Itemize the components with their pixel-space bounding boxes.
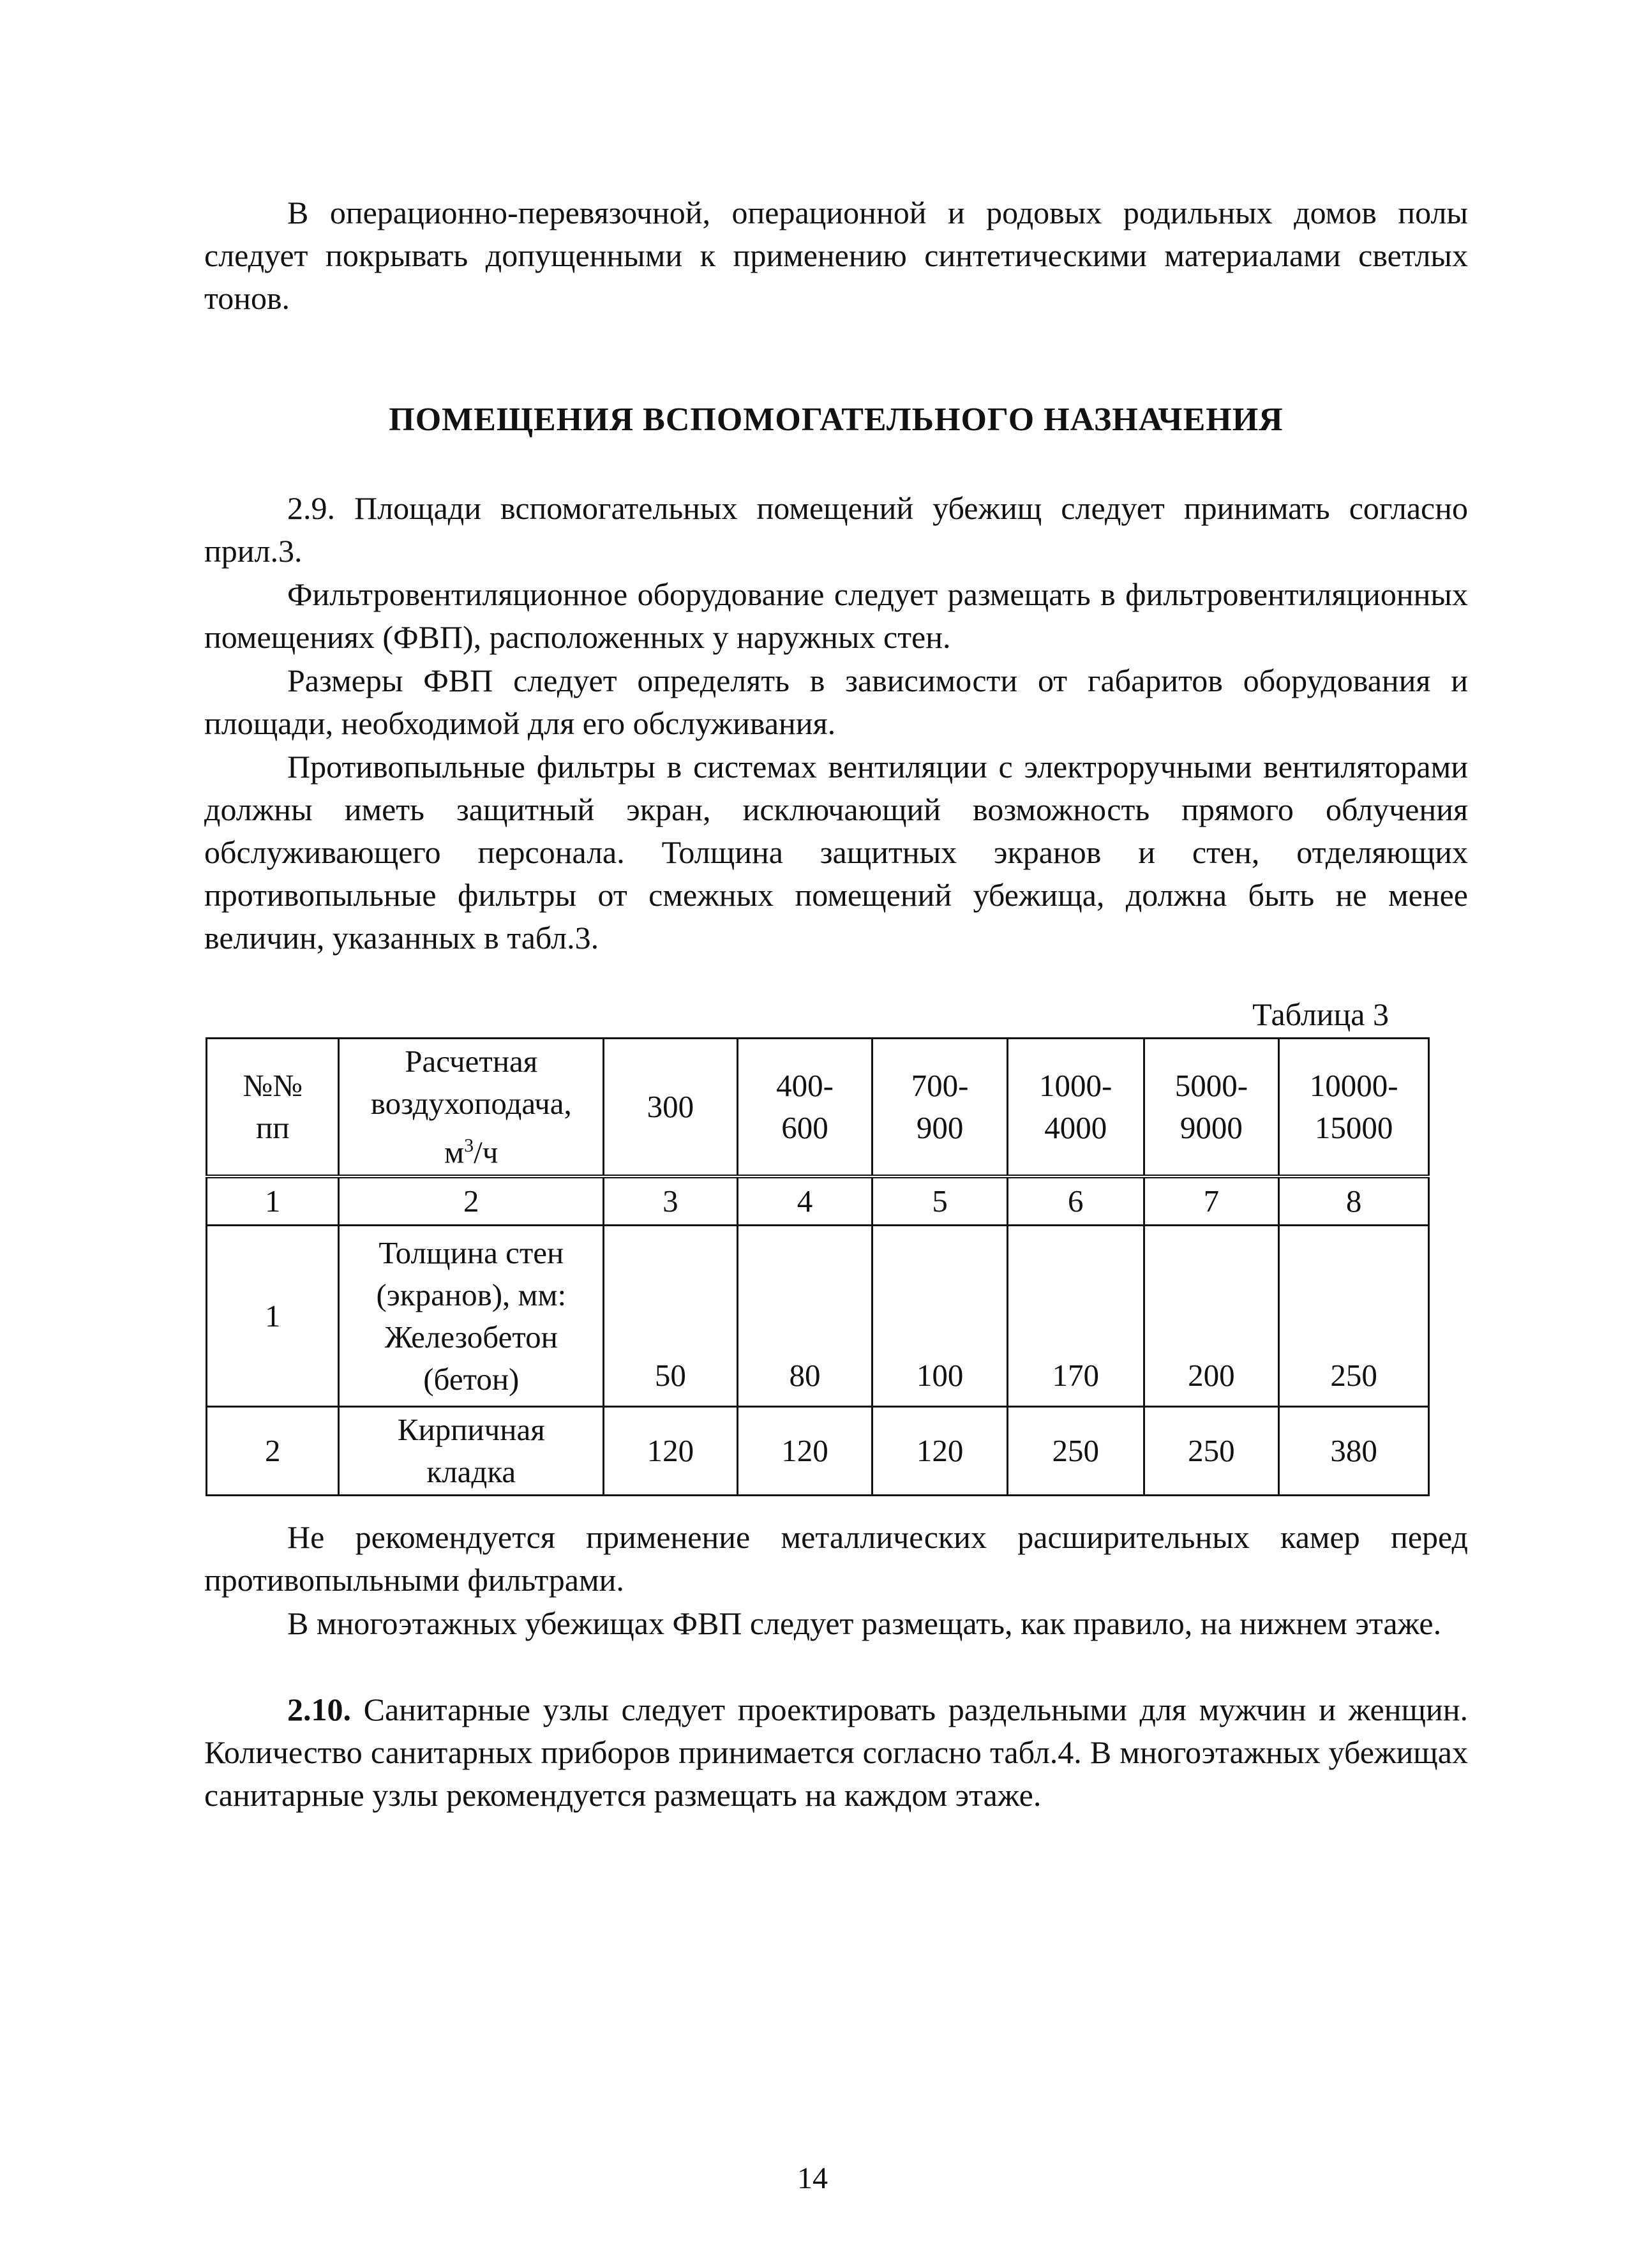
header-col-10000-15000 [1279, 1039, 1429, 1177]
paragraph-filters [204, 746, 1468, 959]
section-heading: ПОМЕЩЕНИЯ ВСПОМОГАТЕЛЬНОГО НАЗНАЧЕНИЯ [389, 402, 1284, 438]
table-cell: 100 [872, 1226, 1008, 1407]
paragraph-2-10 [204, 1688, 1468, 1817]
column-number: 5 [872, 1176, 1008, 1226]
header-col-line: 5000- [1174, 1068, 1248, 1104]
table-cell: 170 [1007, 1226, 1144, 1407]
row-label-line: (бетон) [423, 1361, 520, 1397]
table-cell: 120 [604, 1407, 738, 1496]
table-cell: 250 [1007, 1407, 1144, 1496]
paragraph-2-10-number: 2.10. [287, 1692, 351, 1727]
unit-rest: /ч [474, 1134, 498, 1170]
page-number: 14 [797, 2161, 828, 2195]
header-col-line: 700- [911, 1068, 969, 1104]
unit-base: м [444, 1134, 465, 1170]
row-label-line: (экранов), мм: [376, 1277, 567, 1312]
intro-text: В операционно-перевязочной, операционной и родовых родильных домов полы следует покрывать допущенными к применению синтетическими материалами светлых тонов. [204, 195, 1468, 316]
row-label-line: Кирпичная [397, 1412, 545, 1448]
header-num-cell [207, 1039, 339, 1177]
paragraph-2-10-text: Санитарные узлы следует проектировать раздельными для мужчин и женщин. Количество санитарных приборов принимается согласно табл.4. В многоэтажных убежищах санитарные узлы рекомендуется размещать на каждом этаже. [204, 1692, 1468, 1813]
header-col-700-900 [872, 1039, 1008, 1177]
header-col-line: 15000 [1314, 1110, 1393, 1146]
table-cell: 380 [1279, 1407, 1429, 1496]
header-unit [343, 1125, 599, 1173]
paragraph-2-9-number: 2.9. [287, 490, 335, 526]
paragraph-expansion-chambers-text: Не рекомендуется применение металлических расширительных камер перед противопыльными фильтрами. [204, 1519, 1468, 1598]
paragraph-fvp-equipment-text: Фильтровентиляционное оборудование следует размещать в фильтровентиляционных помещениях (ФВП), расположенных у наружных стен. [204, 576, 1468, 655]
column-number: 4 [737, 1176, 872, 1226]
table-row [207, 1226, 1429, 1407]
unit-superscript: 3 [464, 1135, 474, 1156]
header-num-line: пп [256, 1110, 290, 1146]
table-cell: 120 [737, 1407, 872, 1496]
table-cell: 250 [1279, 1226, 1429, 1407]
column-number: 6 [1007, 1176, 1144, 1226]
header-col-line: 400- [776, 1068, 834, 1104]
row-label-line: кладка [426, 1454, 516, 1490]
header-param-line: Расчетная [405, 1044, 538, 1079]
header-col-line: 9000 [1179, 1110, 1243, 1146]
intro-paragraph [204, 192, 1468, 320]
header-col-line: 1000- [1039, 1068, 1112, 1104]
header-col-line: 900 [916, 1110, 964, 1146]
paragraph-filters-text: Противопыльные фильтры в системах вентиляции с электроручными вентиляторами должны иметь защитный экран, исключающий возможность прямого облучения обслуживающего персонала. Толщина защитных экранов и стен, отделяющих противопыльные фильтры от смежных помещений убежища, должна быть не менее величин, указанных в табл.3. [204, 749, 1468, 956]
header-col-line: 10000- [1309, 1068, 1398, 1104]
paragraph-2-9-text: Площади вспомогательных помещений убежищ следует принимать согласно прил.3. [204, 490, 1468, 569]
row-label [339, 1226, 604, 1407]
paragraph-fvp-size [204, 659, 1468, 745]
header-col-1000-4000 [1007, 1039, 1144, 1177]
table-caption: Таблица 3 [1252, 996, 1389, 1032]
column-number: 7 [1144, 1176, 1279, 1226]
header-col-5000-9000 [1144, 1039, 1279, 1177]
paragraph-fvp-floor-text: В многоэтажных убежищах ФВП следует размещать, как правило, на нижнем этаже. [287, 1605, 1442, 1641]
table-cell: 50 [604, 1226, 738, 1407]
header-param-line: воздухоподача, [370, 1086, 572, 1121]
paragraph-fvp-equipment [204, 573, 1468, 659]
row-label-line: Железобетон [384, 1319, 558, 1355]
table-column-numbers-row [207, 1176, 1429, 1226]
table-header-row [207, 1039, 1429, 1177]
header-col-line: 300 [647, 1089, 694, 1125]
table-cell: 120 [872, 1407, 1008, 1496]
column-number: 3 [604, 1176, 738, 1226]
table-3 [206, 1037, 1430, 1496]
column-number: 8 [1279, 1176, 1429, 1226]
table-cell: 250 [1144, 1407, 1279, 1496]
paragraph-fvp-floor [204, 1602, 1468, 1645]
row-label-line: Толщина стен [378, 1235, 564, 1270]
table-row [207, 1407, 1429, 1496]
header-col-line: 4000 [1044, 1110, 1107, 1146]
paragraph-expansion-chambers [204, 1516, 1468, 1602]
row-label [339, 1407, 604, 1496]
row-number: 1 [207, 1226, 339, 1407]
row-number: 2 [207, 1407, 339, 1496]
paragraph-fvp-size-text: Размеры ФВП следует определять в зависимости от габаритов оборудования и площади, необходимой для его обслуживания. [204, 663, 1468, 741]
header-param-cell [339, 1039, 604, 1177]
column-number: 2 [339, 1176, 604, 1226]
paragraph-2-9 [204, 487, 1468, 573]
header-col-line: 600 [781, 1110, 828, 1146]
table-cell: 80 [737, 1226, 872, 1407]
column-number: 1 [207, 1176, 339, 1226]
header-num-line: №№ [243, 1068, 303, 1104]
table-cell: 200 [1144, 1226, 1279, 1407]
header-col-300 [604, 1039, 738, 1177]
header-col-400-600 [737, 1039, 872, 1177]
